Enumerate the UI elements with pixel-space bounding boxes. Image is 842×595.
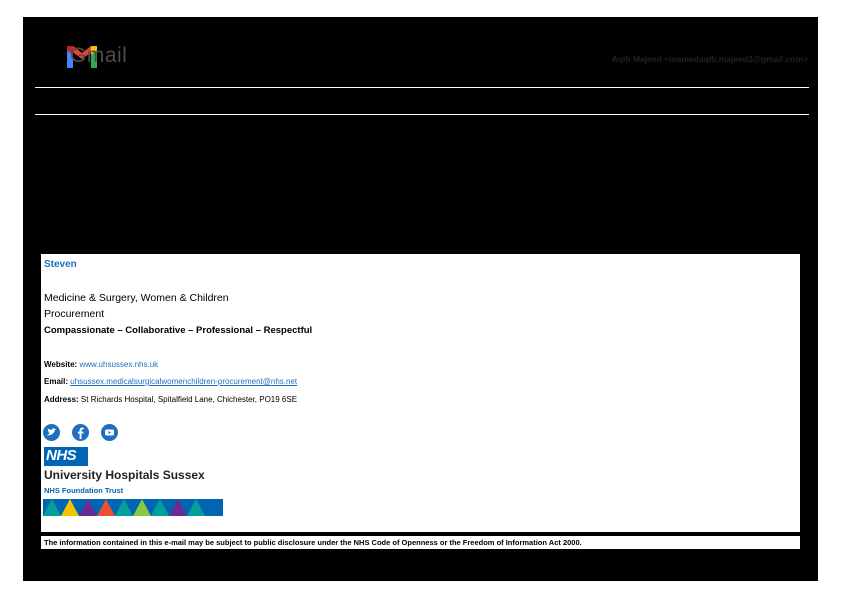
website-label: Website: [44, 360, 78, 369]
disclaimer [41, 536, 800, 549]
address-row [44, 395, 297, 404]
sender-address: Aqib Majeed <mamedaqib.majeed3@gmail.com> [611, 54, 808, 64]
signature-department: Medicine & Surgery, Women & Children [44, 292, 229, 304]
signature-name: Steven [44, 259, 77, 270]
nhs-logo: NHS [44, 447, 88, 466]
website-link[interactable]: www.uhsussex.nhs.uk [79, 360, 159, 369]
youtube-icon[interactable] [101, 424, 118, 441]
email-signature [41, 254, 800, 532]
divider [35, 114, 809, 115]
trust-name: NHS Foundation Trust [44, 486, 124, 495]
signature-values: Compassionate – Collaborative – Professional – Respectful [44, 325, 313, 336]
divider [35, 87, 809, 88]
facebook-icon[interactable] [72, 424, 89, 441]
signature-team: Procurement [44, 308, 105, 320]
organisation-name: University Hospitals Sussex [44, 468, 205, 482]
address-label: Address: [44, 395, 79, 404]
disclaimer-text: The information contained in this e-mail may be subject to public disclosure under the NHS Code of Openness or the Freedom of Information Act 2000. [44, 538, 582, 547]
twitter-icon[interactable] [43, 424, 60, 441]
email-label: Email: [44, 377, 69, 386]
gmail-wordmark: Gmail [70, 44, 128, 67]
address-value: St Richards Hospital, Spitalfield Lane, Chichester, PO19 6SE [80, 395, 298, 404]
email-row [44, 377, 297, 386]
email-link[interactable]: uhsussex.medicalsurgicalwomenchildren-procurement@nhs.net [70, 377, 298, 386]
website-row [44, 360, 158, 369]
brand-triangle-stripe [43, 499, 223, 516]
